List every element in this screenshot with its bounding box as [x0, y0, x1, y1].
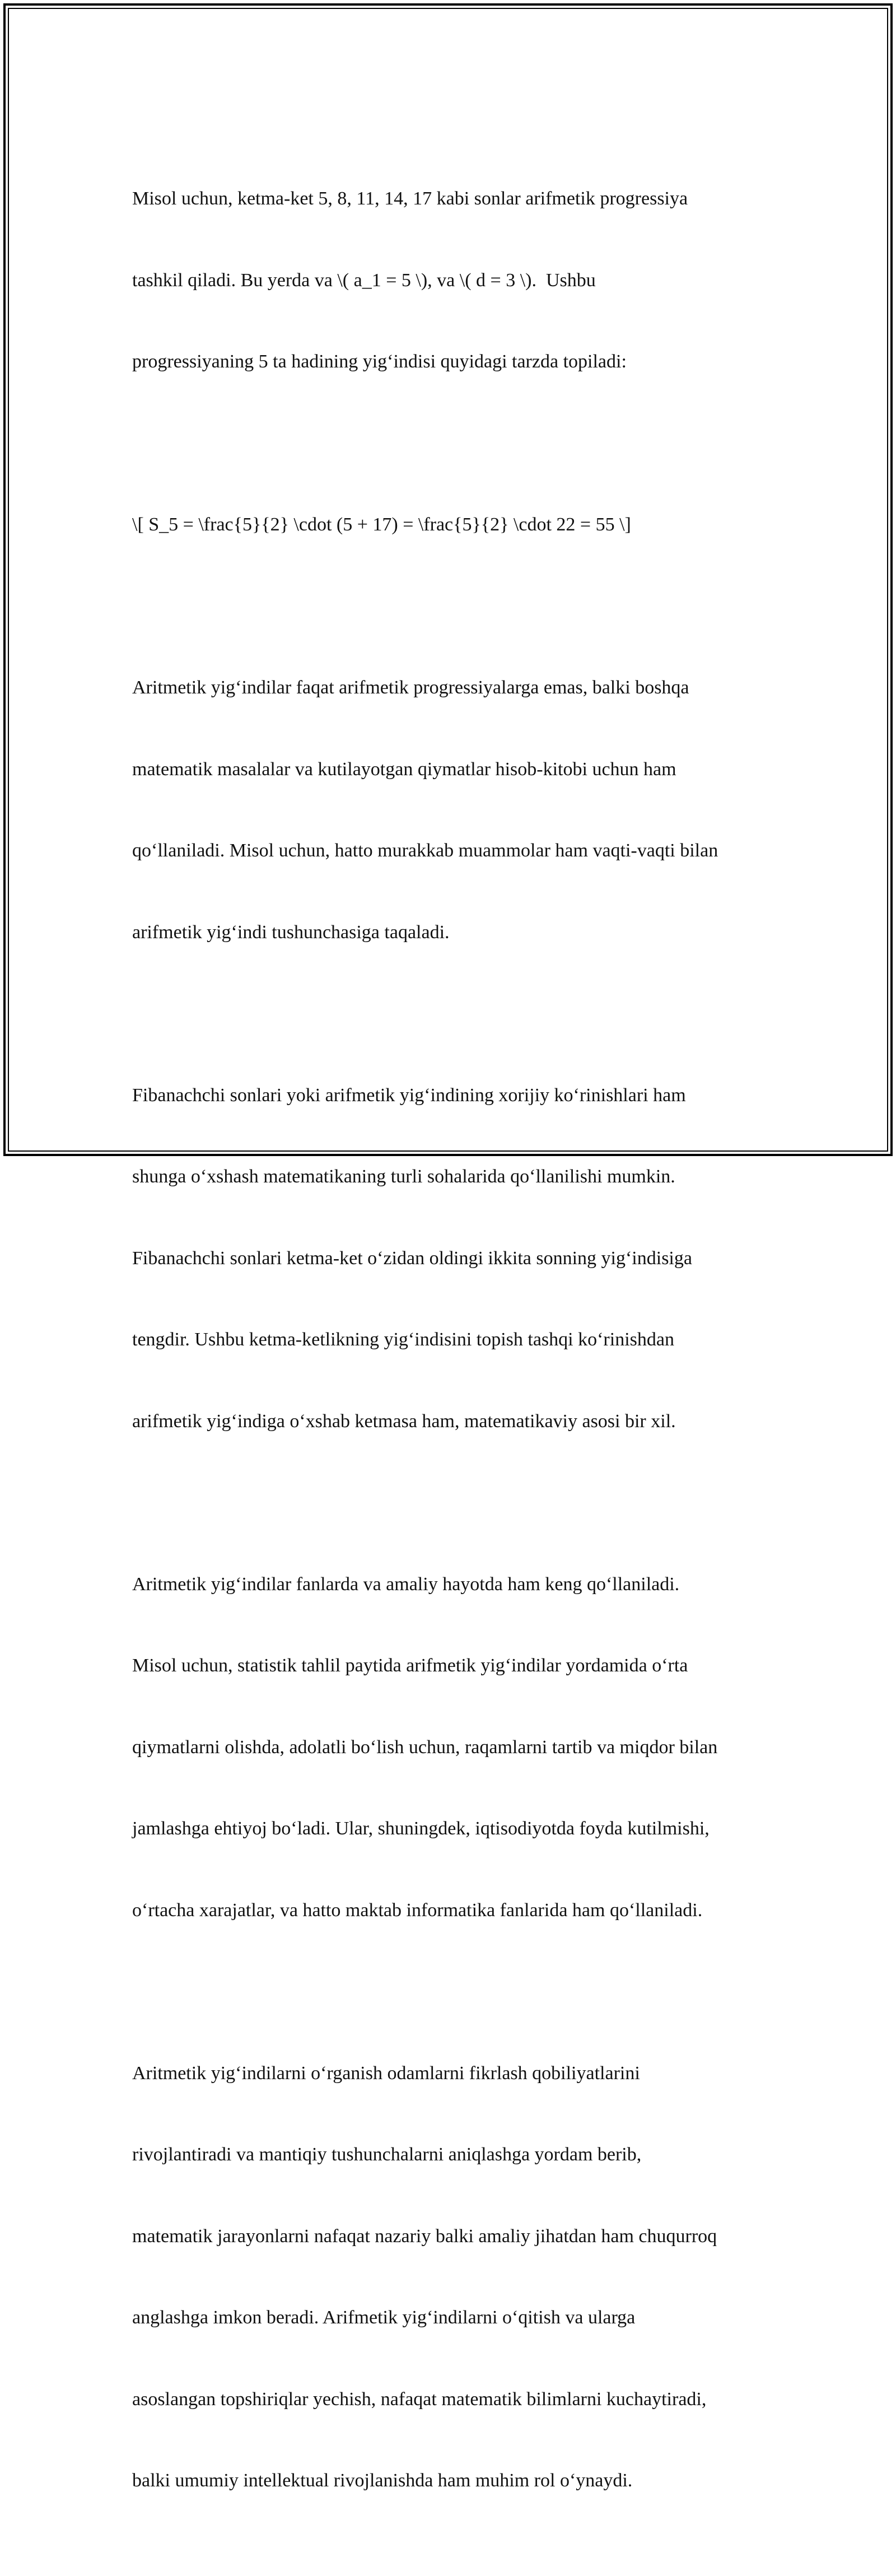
text-line: Fibanachchi sonlari yoki arifmetik yig‘indining xorijiy ko‘rinishlari ham — [132, 1084, 686, 1106]
text-line: tashkil qiladi. Bu yerda va \( a_1 = 5 \), va \( d = 3 \). Ushbu — [132, 269, 596, 291]
text-line: rivojlantiradi va mantiqiy tushunchalarni aniqlashga yordam berib, — [132, 2144, 642, 2165]
text-line: tengdir. Ushbu ketma-ketlikning yig‘indisini topish tashqi ko‘rinishdan — [132, 1329, 674, 1350]
text-line: anglashga imkon beradi. Arifmetik yig‘indilarni o‘qitish va ularga — [132, 2307, 636, 2328]
paragraph-applications — [132, 1517, 776, 1979]
text-line: jamlashga ehtiyoj bo‘ladi. Ular, shuningdek, iqtisodiyotda foyda kutilmishi, — [132, 1818, 710, 1839]
paragraph-arithmetic-sums — [132, 620, 776, 1000]
text-line: Aritmetik yig‘indilar faqat arifmetik progressiyalarga emas, balki boshqa — [132, 677, 689, 698]
text-line: progressiyaning 5 ta hadining yig‘indisi quyidagi tarzda topiladi: — [132, 351, 627, 372]
text-line: Misol uchun, ketma-ket 5, 8, 11, 14, 17 kabi sonlar arifmetik progressiya — [132, 188, 688, 209]
text-line: matematik masalalar va kutilayotgan qiymatlar hisob-kitobi uchun ham — [132, 758, 676, 780]
text-line: balki umumiy intellektual rivojlanishda ham muhim rol o‘ynaydi. — [132, 2470, 633, 2491]
formula-block — [132, 457, 776, 593]
text-line: Aritmetik yig‘indilar fanlarda va amaliy hayotda ham keng qo‘llaniladi. — [132, 1573, 680, 1595]
text-line: Aritmetik yig‘indilarni o‘rganish odamlarni fikrlash qobiliyatlarini — [132, 2062, 640, 2084]
text-line: qo‘llaniladi. Misol uchun, hatto murakkab muammolar ham vaqti-vaqti bilan — [132, 840, 718, 861]
formula-line: \[ S_5 = \frac{5}{2} \cdot (5 + 17) = \frac{5}{2} \cdot 22 = 55 \] — [132, 514, 631, 535]
text-line: arifmetik yig‘indi tushunchasiga taqaladi. — [132, 921, 450, 943]
text-line: o‘rtacha xarajatlar, va hatto maktab informatika fanlarida ham qo‘llaniladi. — [132, 1899, 703, 1921]
text-line: arifmetik yig‘indiga o‘xshab ketmasa ham, matematikaviy asosi bir xil. — [132, 1410, 676, 1432]
document-body — [132, 131, 776, 2576]
text-line: Misol uchun, statistik tahlil paytida arifmetik yig‘indilar yordamida o‘rta — [132, 1655, 688, 1676]
paragraph-learning-benefits — [132, 2006, 776, 2549]
paragraph-progression-example — [132, 131, 776, 430]
text-line: asoslangan topshiriqlar yechish, nafaqat matematik bilimlarni kuchaytiradi, — [132, 2388, 707, 2410]
text-line: matematik jarayonlarni nafaqat nazariy balki amaliy jihatdan ham chuqurroq — [132, 2225, 717, 2247]
text-line: qiymatlarni olishda, adolatli bo‘lish uchun, raqamlarni tartib va miqdor bilan — [132, 1736, 718, 1758]
paragraph-fibonacci — [132, 1028, 776, 1490]
text-line: Fibanachchi sonlari ketma-ket o‘zidan oldingi ikkita sonning yig‘indisiga — [132, 1247, 692, 1269]
text-line: shunga o‘xshash matematikaning turli sohalarida qo‘llanilishi mumkin. — [132, 1166, 675, 1187]
